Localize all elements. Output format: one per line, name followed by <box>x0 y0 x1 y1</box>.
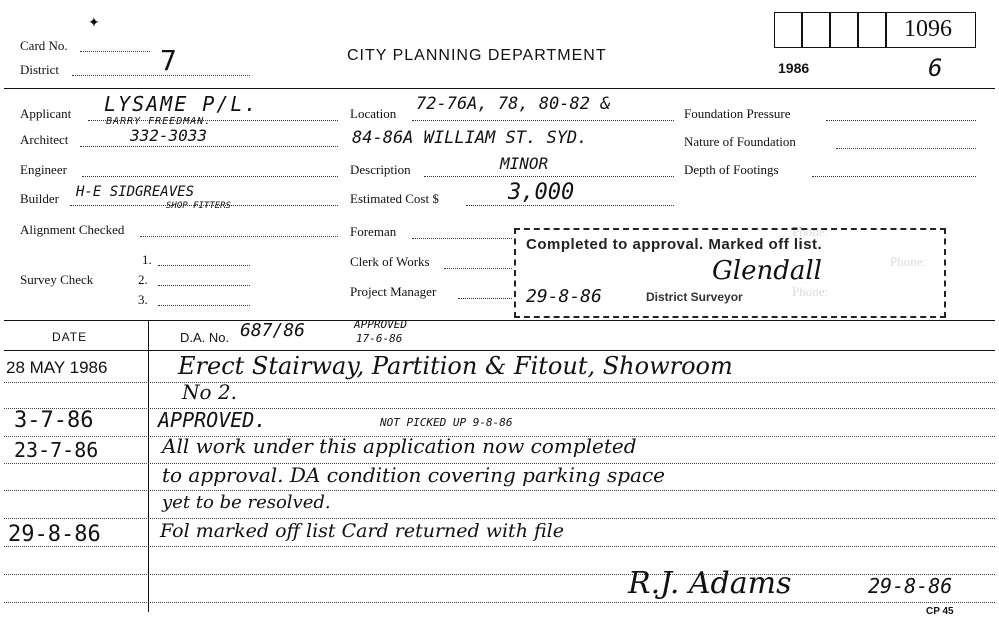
officer-signature: R.J. Adams <box>628 566 792 601</box>
table-header-divider <box>4 350 995 351</box>
builder-sub: SHOP FITTERS <box>166 201 232 211</box>
nature-line <box>836 148 976 149</box>
da-note: APPROVED <box>354 318 407 331</box>
card-number-box-3 <box>830 12 858 48</box>
applicant-label: Applicant <box>20 106 72 121</box>
survey-3-label: 3. <box>138 292 148 307</box>
entry-date-3: 3-7-86 <box>14 408 94 433</box>
applicant-sub: BARRY FREEDMAN. <box>106 116 212 127</box>
depth-line <box>812 176 976 177</box>
header-divider <box>4 88 995 89</box>
card-no-label: Card No. <box>20 38 68 53</box>
card-number-box-4 <box>858 12 886 48</box>
stamp-line-1: Completed to approval. Marked off list. <box>526 236 823 253</box>
survey-label: Survey Check <box>20 272 94 287</box>
description-label: Description <box>350 162 411 177</box>
card-number-box-2 <box>802 12 830 48</box>
entry-date-1: 28 MAY 1986 <box>6 358 108 377</box>
pm-label: Project Manager <box>350 284 437 299</box>
fields-divider <box>4 320 995 321</box>
district-label: District <box>20 62 59 77</box>
form-code: CP 45 <box>926 606 954 617</box>
depth-label: Depth of Footings <box>684 162 779 177</box>
entry-text-3: APPROVED. <box>158 408 267 432</box>
row-line-8 <box>4 574 995 575</box>
foreman-label: Foreman <box>350 224 397 239</box>
cost-line <box>466 205 674 206</box>
stamp-date: 29-8-86 <box>526 286 602 307</box>
stamp-signature: Glendall <box>712 256 822 286</box>
card-number: 1096 <box>904 16 952 42</box>
architect-line <box>80 146 338 147</box>
officer-signature-date: 29-8-86 <box>868 574 953 598</box>
district-value: 7 <box>160 44 177 77</box>
entry-note-3: NOT PICKED UP 9-8-86 <box>380 416 513 429</box>
survey-3-line <box>158 305 250 306</box>
foundation-pressure-line <box>826 120 976 121</box>
location-label: Location <box>350 106 397 121</box>
entry-text-2: No 2. <box>182 380 237 404</box>
foreman-line <box>412 238 512 239</box>
architect-value: 332-3033 <box>130 126 208 145</box>
applicant-value: LYSAME P/L. <box>104 92 259 116</box>
clerk-line <box>444 268 512 269</box>
engineer-label: Engineer <box>20 162 67 177</box>
da-value: 687/86 <box>240 320 306 341</box>
entry-text-5: to approval. DA condition covering parking space <box>162 463 666 487</box>
entry-text-6: yet to be resolved. <box>162 492 331 513</box>
alignment-label: Alignment Checked <box>20 222 125 237</box>
cost-value: 3,000 <box>508 180 575 205</box>
location-line <box>412 120 674 121</box>
entry-text-4: All work under this application now completed <box>162 434 637 458</box>
survey-1-label: 1. <box>142 252 152 267</box>
builder-value: H-E SIDGREAVES <box>76 184 195 200</box>
architect-label: Architect <box>20 132 69 147</box>
engineer-line <box>82 176 338 177</box>
row-line-1 <box>4 382 995 383</box>
entry-date-4: 23-7-86 <box>14 438 99 462</box>
completion-stamp <box>514 228 946 318</box>
date-column-divider <box>148 320 149 612</box>
year-annotation: 6 <box>928 54 943 82</box>
alignment-line <box>140 236 338 237</box>
da-label: D.A. No. <box>180 330 230 345</box>
location-value: 72-76A, 78, 80-82 & <box>416 94 611 114</box>
survey-1-line <box>158 265 250 266</box>
description-value: MINOR <box>500 154 549 173</box>
da-note-date: 17-6-86 <box>356 332 403 345</box>
description-line <box>424 176 674 177</box>
nature-label: Nature of Foundation <box>684 134 796 149</box>
row-line-9 <box>4 602 995 603</box>
entry-text-1: Erect Stairway, Partition & Fitout, Showroom <box>178 352 733 380</box>
row-line-6 <box>4 518 995 519</box>
card-no-line <box>80 51 150 52</box>
location-value-2: 84-86A WILLIAM ST. SYD. <box>352 128 588 148</box>
entry-date-7: 29-8-86 <box>8 522 101 547</box>
stamp-line-3: District Surveyor <box>646 290 743 304</box>
cost-label: Estimated Cost $ <box>350 191 439 206</box>
row-line-7 <box>4 546 995 547</box>
row-line-2 <box>4 408 995 409</box>
card-number-box-1 <box>774 12 802 48</box>
year: 1986 <box>778 60 810 76</box>
foundation-pressure-label: Foundation Pressure <box>684 106 791 121</box>
survey-2-line <box>158 285 250 286</box>
survey-2-label: 2. <box>138 272 148 287</box>
pin-mark-icon: ✦ <box>88 14 100 30</box>
pm-line <box>458 298 512 299</box>
row-line-5 <box>4 490 995 491</box>
builder-label: Builder <box>20 191 59 206</box>
clerk-label: Clerk of Works <box>350 254 430 269</box>
page-title: CITY PLANNING DEPARTMENT <box>347 47 607 64</box>
date-column-header: DATE <box>52 330 88 344</box>
entry-text-7: Fol marked off list Card returned with file <box>160 520 564 542</box>
